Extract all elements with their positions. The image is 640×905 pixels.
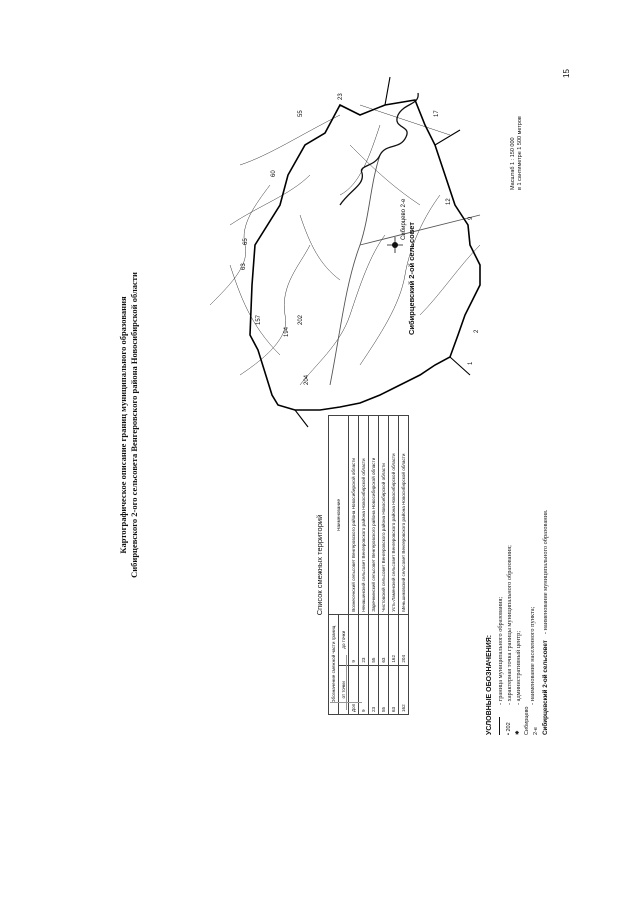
settlement-sample: Сибирцево 2-е [524,706,539,735]
river-network [210,105,480,385]
column-header-to: до точки [339,614,349,665]
adjacent-territories-table [328,415,409,715]
boundary-stub [450,357,470,375]
adjacent-territories [315,415,409,715]
boundary-point-label: 60 [271,170,277,177]
table-row [379,416,389,715]
table-row [369,416,379,715]
municipality-sample: Сибирцевский 2-ой сельсовет [542,640,549,735]
administrative-centre-legend-icon: ✱ [515,730,521,735]
map-legend [485,255,550,735]
column-group-header: Обозначение смежной части границ [329,614,339,714]
scale-distance: в 1 сантиметре 1 500 метров [517,116,523,190]
boundary-stub [385,77,390,105]
legend-item-centre [514,255,523,735]
margin-mark [346,655,347,710]
table-row [359,416,369,715]
legend-title: УСЛОВНЫЕ ОБОЗНАЧЕНИЯ: [486,634,493,735]
boundary-point-label: 55 [298,110,304,117]
table-row [399,416,409,715]
boundary-point-label: 63 [241,263,247,270]
boundary-point-label: 65 [243,238,249,245]
table-cell-from: 63 [389,665,399,714]
table-cell-from: 55 [379,665,389,714]
adjacent-boundaries [295,77,470,427]
boundary-point-label: 12 [446,198,452,205]
table-body [349,416,409,715]
main-river [340,93,418,205]
table-cell-name: Заречнинский сельсовет Венгеровского района Новосибирской области [369,416,379,615]
table-row [349,416,359,715]
legend-text: - наименование муниципального образования. [542,509,549,635]
scale-ratio: Масштаб 1 : 150 000 [510,137,516,190]
table-cell-name: Усть-Ламенский сельсовет Венгеровского района Новосибирской области [389,416,399,615]
municipal-boundary [250,100,480,410]
page-number: 15 [562,69,571,78]
table-cell-to: 55 [369,614,379,665]
road-line [360,215,480,245]
table-cell-from: 9 [359,665,369,714]
boundary-map [40,45,560,805]
legend-text: - административный центр; [515,630,522,705]
table-title: Список смежных территорий [315,514,324,616]
boundary-point-label: 17 [434,110,440,117]
council-name-label: Сибирцевский 2-ой сельсовет [407,222,416,335]
table-row [389,416,399,715]
rotated-sheet [40,45,560,805]
river-line [350,145,420,205]
table-cell-to: 23 [359,614,369,665]
river-line [300,215,340,280]
legend-text: - характерная точка границы муниципального образования; [506,545,513,705]
column-header-from: от точки [339,665,349,714]
boundary-point-label: 23 [338,93,344,100]
river-line [240,115,340,165]
table-cell-from: 23 [369,665,379,714]
legend-item-settlement [523,255,541,735]
road-network [330,155,480,385]
legend-item-municipality [541,255,550,735]
river-line [360,195,440,365]
river-line [230,265,280,355]
table-cell-name: Чистовский сельсовет Венгеровского района Новосибирской области [379,416,389,615]
boundary-point-label: 2 [474,329,480,333]
boundary-point-label: 9 [468,216,474,220]
table-cell-name: Ненашинский сельсовет Венгеровского района Новосибирской области [359,416,369,615]
table-cell-name: Вознесенский сельсовет Венгеровского района Новосибирской области [349,416,359,615]
legend-item-point [505,255,514,735]
table-cell-from: Доп [349,665,359,714]
table-cell-name: Меньшиковский сельсовет Венгеровского района Новосибирской области [399,416,409,615]
legend-text: - граница муниципального образования; [497,596,504,705]
boundary-point-label: 157 [256,314,262,325]
map-scale [510,116,524,190]
title-line-2: Сибирцевского 2-ого сельсовета Венгеровского района Новосибирской области [129,272,139,578]
table-cell-to: 204 [399,614,409,665]
point-marker-icon: • 202 [506,722,512,735]
boundary-point-label: 204 [304,374,310,385]
point-labels [241,93,480,385]
boundary-point-label: 194 [284,326,290,337]
boundary-line-icon [496,711,505,735]
settlement-name-label: Сибирцево 2-е [401,198,407,240]
boundary-stub [295,410,308,427]
title-line-1: Картографическое описание границ муниципального образования [118,296,128,554]
legend-text: - наименование населенного пункта; [528,606,536,705]
river-line [210,185,270,305]
river-line [230,175,310,225]
river-line [340,125,380,195]
legend-item-boundary [496,255,505,735]
table-cell-from: 162 [399,665,409,714]
column-header-name: Наименование [329,416,349,615]
boundary-stub [435,130,460,145]
river-line [300,235,385,385]
boundary-point-label: 1 [468,361,474,365]
boundary-point-label: 202 [298,314,304,325]
table-cell-to: 63 [379,614,389,665]
table-cell-to: 9 [349,614,359,665]
table-cell-to: 162 [389,614,399,665]
